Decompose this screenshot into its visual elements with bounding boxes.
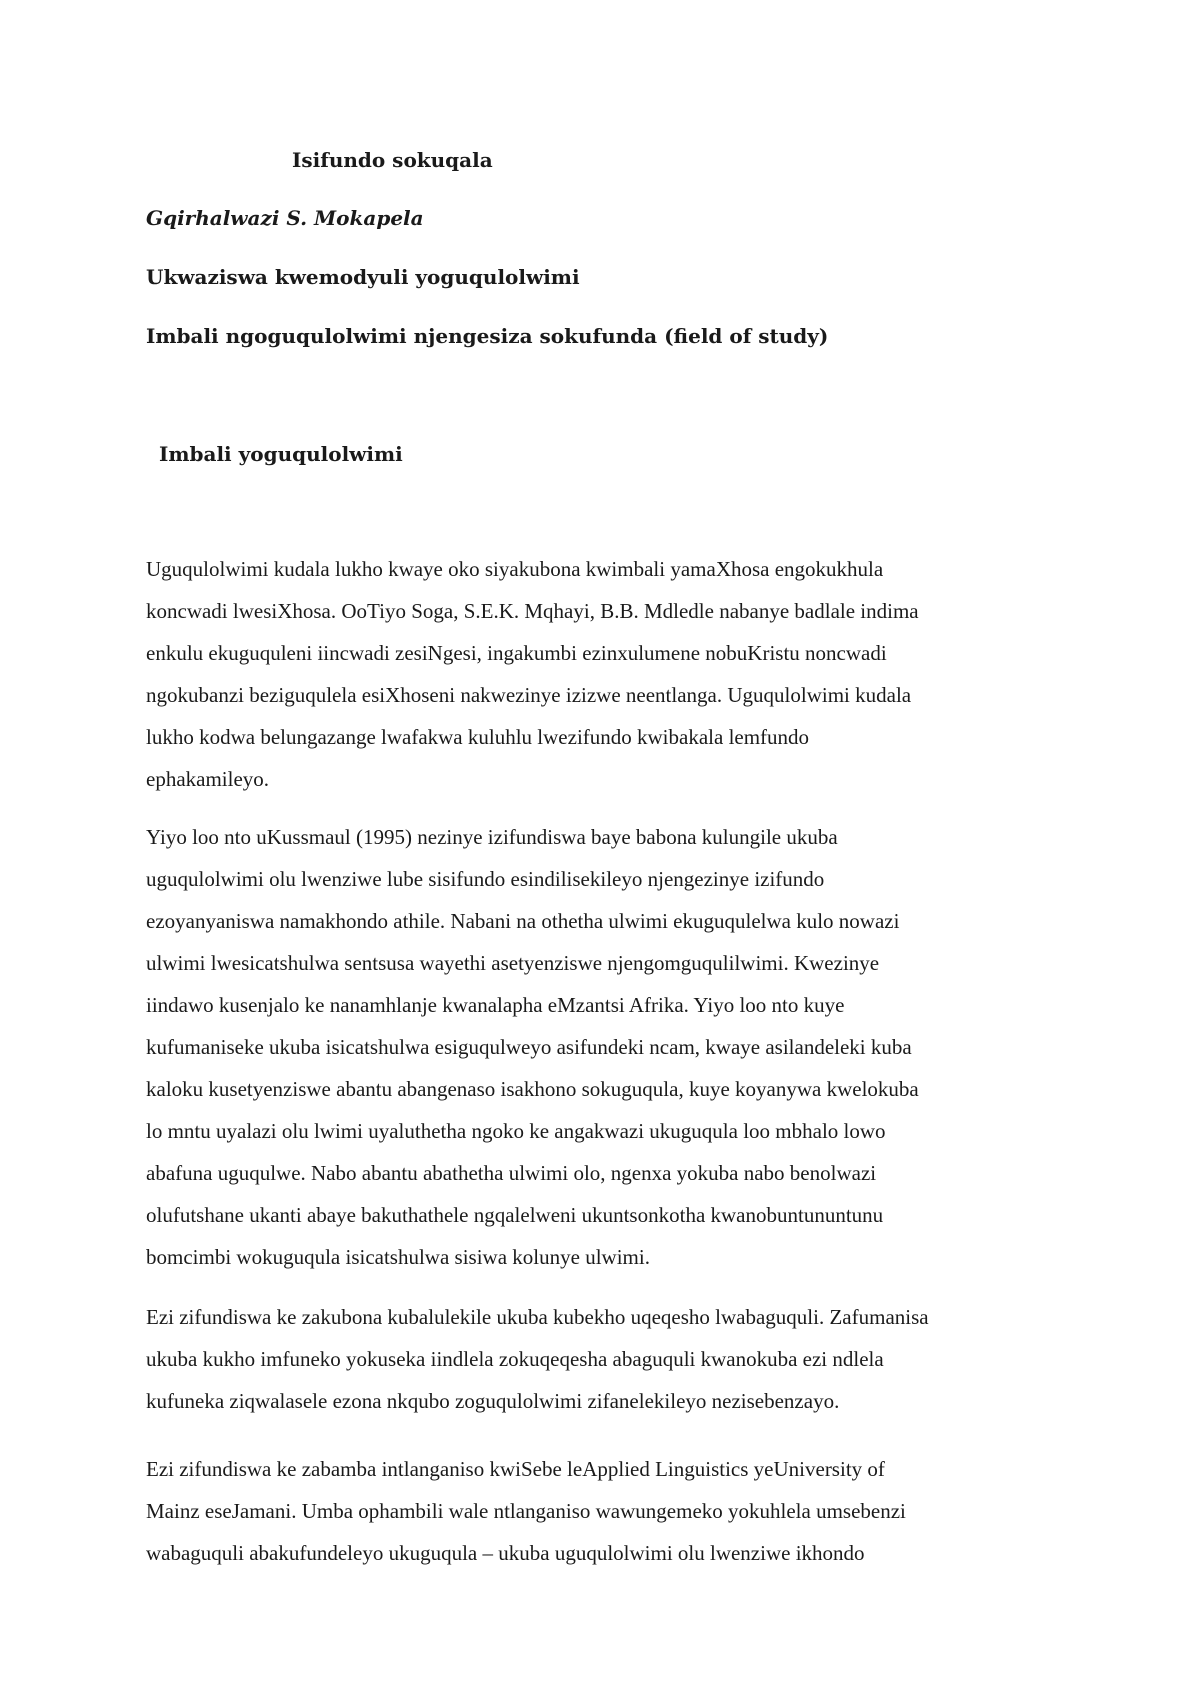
- paragraph-line: bomcimbi wokuguqula isicatshulwa sisiwa kolunye ulwimi.: [146, 1245, 650, 1269]
- paragraph-line: olufutshane ukanti abaye bakuthathele ngqalelweni ukuntsonkotha kwanobuntununtunu: [146, 1203, 884, 1227]
- paragraph-line: Ezi zifundiswa ke zabamba intlanganiso kwiSebe leApplied Linguistics yeUniversity of: [146, 1457, 885, 1481]
- author-name: Gqirhalwazi S. Mokapela: [146, 206, 424, 230]
- section-heading: Imbali yoguqulolwimi: [159, 442, 403, 466]
- body-paragraph: [146, 548, 1066, 800]
- paragraph-line: koncwadi lwesiXhosa. OoTiyo Soga, S.E.K. Mqhayi, B.B. Mdledle nabanye badlale indima: [146, 599, 919, 623]
- paragraph-line: kaloku kusetyenziswe abantu abangenaso isakhono sokuguqula, kuye koyanywa kwelokuba: [146, 1077, 919, 1101]
- paragraph-line: Uguqulolwimi kudala lukho kwaye oko siyakubona kwimbali yamaXhosa engokukhula: [146, 557, 884, 581]
- paragraph-line: ngokubanzi beziguqulela esiXhoseni nakwezinye izizwe neentlanga. Uguqulolwimi kudala: [146, 683, 912, 707]
- paragraph-line: ukuba kukho imfuneko yokuseka iindlela zokuqeqesha abaguquli kwanokuba ezi ndlela: [146, 1347, 884, 1371]
- paragraph-line: ezoyanyaniswa namakhondo athile. Nabani na othetha ulwimi ekuguqulelwa kulo nowazi: [146, 909, 900, 933]
- paragraph-line: Ezi zifundiswa ke zakubona kubalulekile ukuba kubekho uqeqesho lwabaguquli. Zafumanisa: [146, 1305, 929, 1329]
- paragraph-line: wabaguquli abakufundeleyo ukuguqula – ukuba uguqulolwimi olu lwenziwe ikhondo: [146, 1541, 865, 1565]
- paragraph-line: Mainz eseJamani. Umba ophambili wale ntlanganiso wawungemeko yokuhlela umsebenzi: [146, 1499, 906, 1523]
- paragraph-line: uguqulolwimi olu lwenziwe lube sisifundo esindilisekileyo njengezinye izifundo: [146, 867, 825, 891]
- body-paragraph: [146, 1296, 1066, 1422]
- paragraph-line: Yiyo loo nto uKussmaul (1995) nezinye izifundiswa baye babona kulungile ukuba: [146, 825, 838, 849]
- paragraph-line: abafuna uguqulwe. Nabo abantu abathetha ulwimi olo, ngenxa yokuba nabo benolwazi: [146, 1161, 877, 1185]
- field-of-study-heading: Imbali ngoguqulolwimi njengesiza sokufunda (field of study): [146, 324, 829, 348]
- paragraph-line: lo mntu uyalazi olu lwimi uyaluthetha ngoko ke angakwazi ukuguqula loo mbhalo lowo: [146, 1119, 886, 1143]
- paragraph-line: kufumaniseke ukuba isicatshulwa esiguqulweyo asifundeki ncam, kwaye asilandeleki kuba: [146, 1035, 912, 1059]
- module-introduction-heading: Ukwaziswa kwemodyuli yoguqulolwimi: [146, 265, 580, 289]
- body-paragraph: [146, 816, 1066, 1278]
- paragraph-line: enkulu ekuguquleni iincwadi zesiNgesi, ingakumbi ezinxulumene nobuKristu noncwadi: [146, 641, 887, 665]
- paragraph-line: lukho kodwa belungazange lwafakwa kuluhlu lwezifundo kwibakala lemfundo: [146, 725, 810, 749]
- body-paragraph: [146, 1448, 1066, 1574]
- paragraph-line: iindawo kusenjalo ke nanamhlanje kwanalapha eMzantsi Afrika. Yiyo loo nto kuye: [146, 993, 845, 1017]
- paragraph-line: ephakamileyo.: [146, 767, 270, 791]
- paragraph-line: ulwimi lwesicatshulwa sentsusa wayethi asetyenziswe njengomguqulilwimi. Kwezinye: [146, 951, 880, 975]
- lesson-title: Isifundo sokuqala: [292, 148, 493, 172]
- paragraph-line: kufuneka ziqwalasele ezona nkqubo zoguqulolwimi zifanelekileyo nezisebenzayo.: [146, 1389, 840, 1413]
